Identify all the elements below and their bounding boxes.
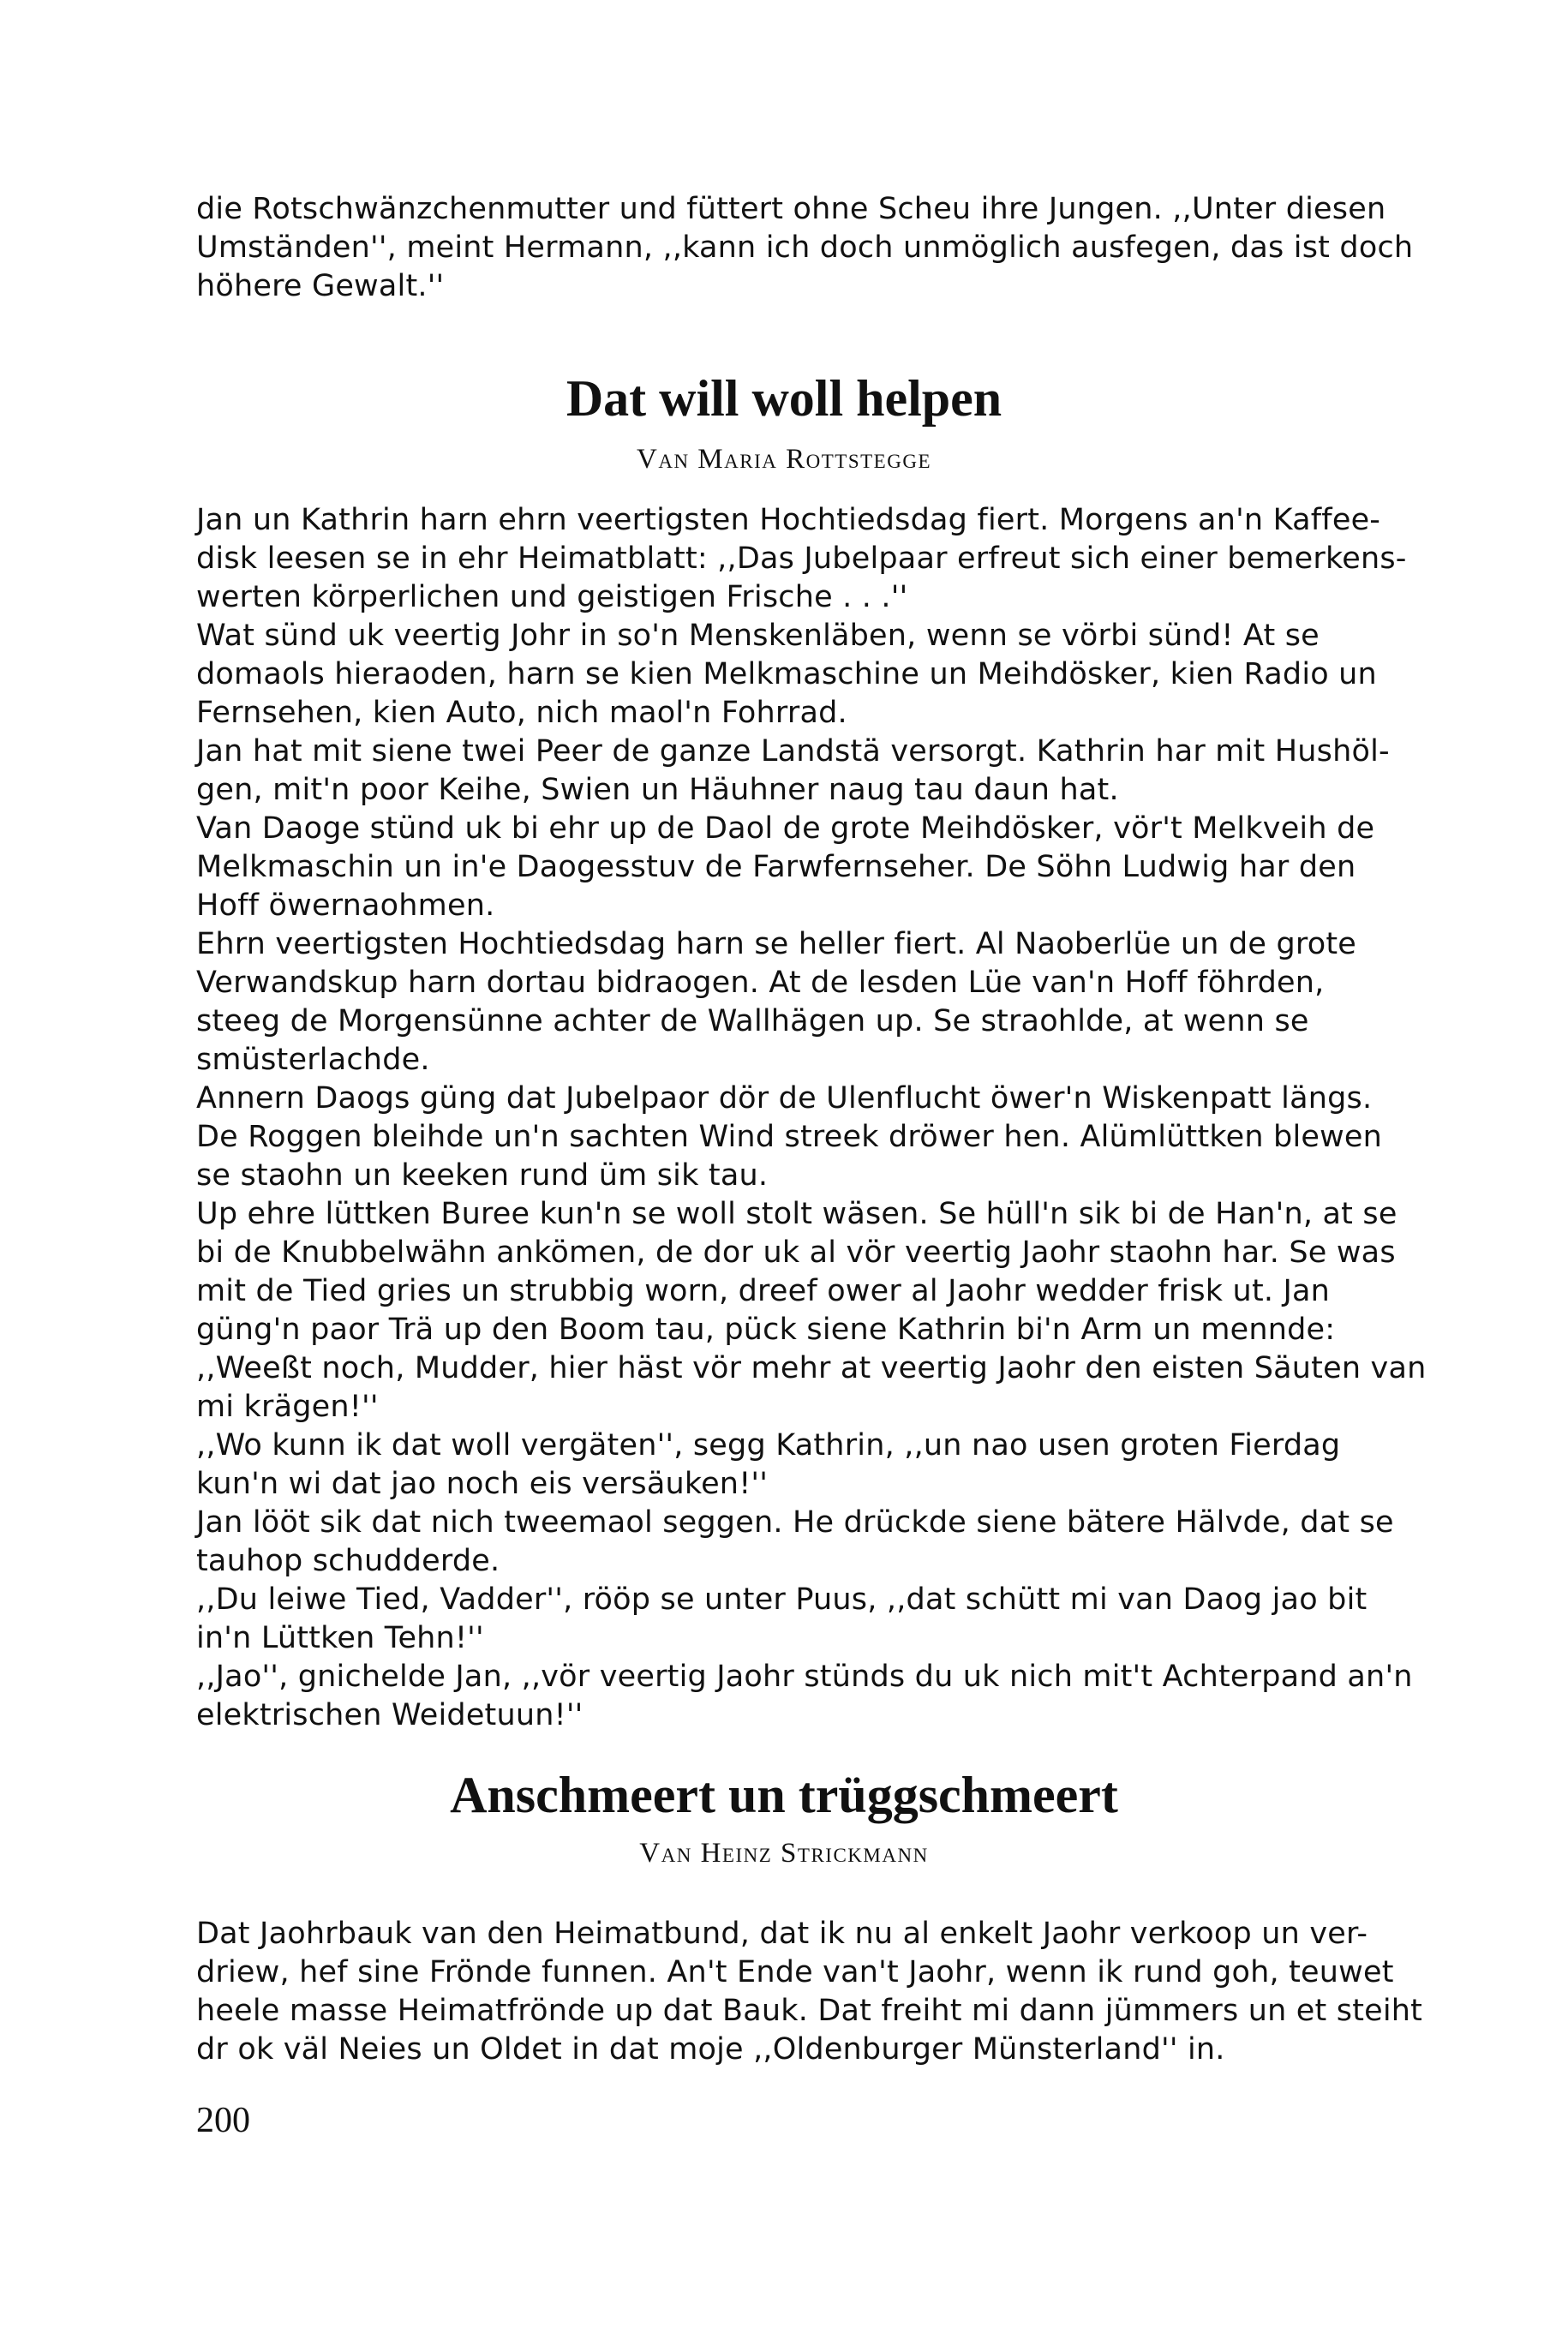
article-body bbox=[196, 1915, 1423, 2069]
text-line: Annern Daogs güng dat Jubelpaor dör de Ulenflucht öwer'n Wiskenpatt längs. bbox=[196, 1081, 1373, 1116]
text-line: heele masse Heimatfrönde up dat Bauk. Dat freiht mi dann jümmers un et steiht bbox=[196, 1994, 1423, 2028]
text-line: kun'n wi dat jao noch eis versäuken!'' bbox=[196, 1467, 769, 1501]
text-line: Dat Jaohrbauk van den Heimatbund, dat ik nu al enkelt Jaohr verkoop un ver- bbox=[196, 1917, 1368, 1951]
text-line: Ehrn veertigsten Hochtiedsdag harn se heller fiert. Al Naoberlüe un de grote bbox=[196, 927, 1356, 961]
text-line: gen, mit'n poor Keihe, Swien un Häuhner naug tau daun hat. bbox=[196, 773, 1119, 807]
text-line: Fernsehen, kien Auto, nich maol'n Fohrrad. bbox=[196, 696, 847, 730]
text-line: bi de Knubbelwähn ankömen, de dor uk al vör veertig Jaohr staohn har. Se was bbox=[196, 1235, 1396, 1270]
article-title: Dat will woll helpen bbox=[566, 370, 1002, 427]
page-number: 200 bbox=[196, 2101, 250, 2140]
text-line: Umständen'', meint Hermann, ,,kann ich doch unmöglich ausfegen, das ist doch bbox=[196, 230, 1414, 265]
text-line: höhere Gewalt.'' bbox=[196, 269, 445, 303]
text-line: De Roggen bleihde un'n sachten Wind streek dröwer hen. Alümlüttken blewen bbox=[196, 1120, 1383, 1154]
text-line: ,,Jao'', gnichelde Jan, ,,vör veertig Jaohr stünds du uk nich mit't Achterpand an'n bbox=[196, 1660, 1413, 1694]
text-line: ,,Wo kunn ik dat woll vergäten'', segg Kathrin, ,,un nao usen groten Fierdag bbox=[196, 1428, 1341, 1463]
article-byline: Van Heinz Strickmann bbox=[639, 1838, 929, 1869]
text-line: Jan hat mit siene twei Peer de ganze Landstä versorgt. Kathrin har mit Hushöl- bbox=[196, 734, 1390, 769]
article-body bbox=[196, 501, 1427, 1735]
article-title: Anschmeert un trüggschmeert bbox=[450, 1767, 1118, 1823]
text-line: mit de Tied gries un strubbig worn, dreef ower al Jaohr wedder frisk ut. Jan bbox=[196, 1274, 1331, 1308]
text-line: Jan un Kathrin harn ehrn veertigsten Hochtiedsdag fiert. Morgens an'n Kaffee- bbox=[196, 503, 1381, 537]
text-line: se staohn un keeken rund üm sik tau. bbox=[196, 1158, 769, 1193]
text-line: ,,Du leiwe Tied, Vadder'', rööp se unter Puus, ,,dat schütt mi van Daog jao bit bbox=[196, 1582, 1368, 1617]
text-line: elektrischen Weidetuun!'' bbox=[196, 1698, 584, 1732]
text-line: Hoff öwernaohmen. bbox=[196, 888, 495, 923]
text-line: güng'n paor Trä up den Boom tau, pück siene Kathrin bi'n Arm un mennde: bbox=[196, 1313, 1336, 1347]
text-line: steeg de Morgensünne achter de Wallhägen up. Se straohlde, at wenn se bbox=[196, 1004, 1309, 1038]
intro-paragraph bbox=[196, 190, 1414, 306]
article-byline: Van Maria Rottstegge bbox=[637, 444, 931, 475]
text-line: die Rotschwänzchenmutter und füttert ohne Scheu ihre Jungen. ,,Unter diesen bbox=[196, 192, 1386, 226]
text-line: Verwandskup harn dortau bidraogen. At de lesden Lüe van'n Hoff föhrden, bbox=[196, 966, 1325, 1000]
text-line: smüsterlachde. bbox=[196, 1043, 430, 1077]
text-line: Melkmaschin un in'e Daogesstuv de Farwfernseher. De Söhn Ludwig har den bbox=[196, 850, 1356, 884]
text-line: domaols hieraoden, harn se kien Melkmaschine un Meihdösker, kien Radio un bbox=[196, 657, 1377, 691]
text-line: werten körperlichen und geistigen Frische . . .'' bbox=[196, 580, 908, 614]
text-line: Wat sünd uk veertig Johr in so'n Menskenläben, wenn se vörbi sünd! At se bbox=[196, 619, 1320, 653]
text-line: ,,Weeßt noch, Mudder, hier häst vör mehr at veertig Jaohr den eisten Säuten van bbox=[196, 1351, 1427, 1385]
text-line: Up ehre lüttken Buree kun'n se woll stolt wäsen. Se hüll'n sik bi de Han'n, at se bbox=[196, 1197, 1397, 1231]
text-line: in'n Lüttken Tehn!'' bbox=[196, 1621, 484, 1655]
text-line: driew, hef sine Frönde funnen. An't Ende van't Jaohr, wenn ik rund goh, teuwet bbox=[196, 1955, 1394, 1989]
text-line: tauhop schudderde. bbox=[196, 1544, 500, 1578]
text-line: Jan lööt sik dat nich tweemaol seggen. He drückde siene bätere Hälvde, dat se bbox=[196, 1505, 1394, 1540]
text-line: mi krägen!'' bbox=[196, 1390, 379, 1424]
text-line: Van Daoge stünd uk bi ehr up de Daol de grote Meihdösker, vör't Melkveih de bbox=[196, 811, 1375, 846]
text-line: disk leesen se in ehr Heimatblatt: ,,Das Jubelpaar erfreut sich einer bemerkens- bbox=[196, 541, 1407, 576]
text-line: dr ok väl Neies un Oldet in dat moje ,,Oldenburger Münsterland'' in. bbox=[196, 2032, 1225, 2067]
